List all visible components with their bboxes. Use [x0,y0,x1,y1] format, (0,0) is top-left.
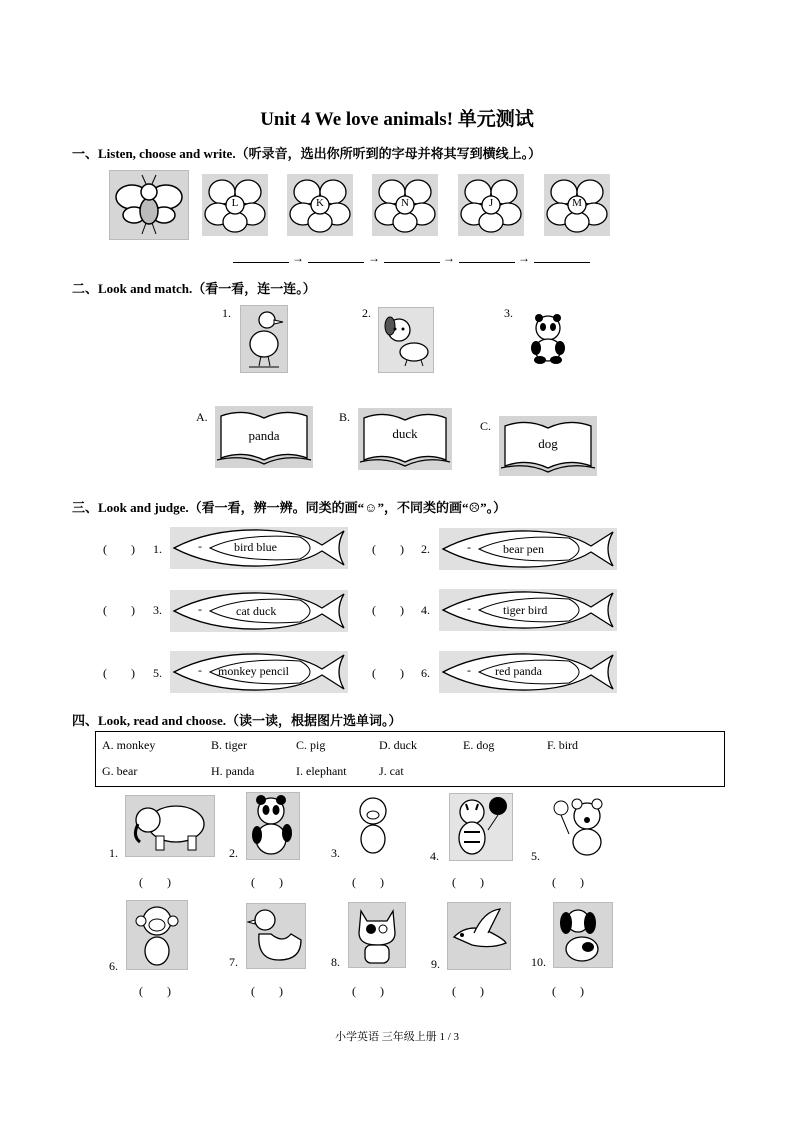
fish-dash: - [198,663,202,677]
arrow-icon: → [292,251,304,265]
section-1-heading: 一、Listen, choose and write.（听录音，选出你所听到的字母并将其写到横线上。） [72,146,542,161]
flower-icon [287,174,353,236]
answer-blank[interactable] [384,262,440,263]
book-card[interactable] [499,416,597,476]
word-option: A. monkey [102,738,156,752]
option-letter: B. [339,410,351,424]
flower-letter: J [488,197,494,209]
fish-card [170,527,348,569]
word-bank [95,731,725,787]
fish-words: red panda [495,664,542,678]
elephant-picture [125,795,215,857]
item-number: 10. [531,955,546,969]
section-3-heading: 三、Look and judge.（看一看，辨一辨。同类的画“☺”，不同类的画“☹”。） [72,500,507,515]
answer-parentheses[interactable]: ( ) [452,875,484,889]
flower-icon [544,174,610,236]
answer-parentheses[interactable]: ( ) [251,984,283,998]
answer-parentheses[interactable]: ( ) [352,875,384,889]
dog-picture [378,307,434,373]
item-number: 2. [362,306,371,320]
bird-picture [447,902,511,970]
answer-blank[interactable] [308,262,364,263]
word-option: H. panda [211,764,255,778]
word-option: G. bear [102,764,138,778]
duck-picture [240,305,288,373]
item-number: 2. [421,542,430,556]
flower-icon [458,174,524,236]
fish-words: cat duck [236,604,277,618]
book-word: panda [248,428,280,443]
answer-parentheses[interactable]: ( ) [552,875,584,889]
tiger-picture [449,793,513,861]
fish-words: bear pen [503,542,544,556]
cat-picture [348,902,406,968]
fish-dash: - [467,601,471,615]
item-number: 8. [331,955,340,969]
item-number: 3. [331,846,340,860]
word-option: C. pig [296,738,326,752]
page-footer: 小学英语 三年级上册 1 / 3 [334,1031,460,1043]
book-word: dog [538,436,558,451]
section-2-heading: 二、Look and match.（看一看，连一连。） [72,281,316,296]
duck-picture [246,903,306,969]
panda-picture [522,312,572,364]
fish-card [439,528,617,570]
answer-blank[interactable] [459,262,515,263]
fish-dash: - [198,602,202,616]
monkey-picture [126,900,188,970]
answer-parentheses[interactable]: ( ) [372,666,404,680]
item-number: 5. [531,849,540,863]
fish-card [439,589,617,631]
flower-letter: N [401,197,409,209]
answer-parentheses[interactable]: ( ) [372,603,404,617]
word-option: E. dog [463,738,495,752]
dog-picture [553,902,613,968]
answer-parentheses[interactable]: ( ) [103,542,135,556]
flower-icon [372,174,438,236]
panda-picture [246,792,300,860]
item-number: 1. [222,306,231,320]
word-option: F. bird [547,738,579,752]
answer-parentheses[interactable]: ( ) [139,875,171,889]
answer-blank[interactable] [534,262,590,263]
bee-picture [109,170,189,240]
fish-card [439,651,617,693]
answer-parentheses[interactable]: ( ) [552,984,584,998]
flower-letter: M [572,197,582,209]
fish-words: monkey pencil [218,664,289,678]
answer-parentheses[interactable]: ( ) [452,984,484,998]
section-4-heading: 四、Look, read and choose.（读一读，根据图片选单词。） [72,713,402,728]
answer-parentheses[interactable]: ( ) [103,603,135,617]
item-number: 5. [153,666,162,680]
fish-card [170,651,348,693]
item-number: 6. [421,666,430,680]
fish-dash: - [467,663,471,677]
fish-words: bird blue [234,540,277,554]
item-number: 6. [109,959,118,973]
answer-parentheses[interactable]: ( ) [352,984,384,998]
page-title: Unit 4 We love animals! 单元测试 [260,109,534,130]
flower-letter: K [316,197,324,209]
item-number: 3. [153,603,162,617]
flower-letter: L [231,197,239,209]
option-letter: C. [480,419,492,433]
option-letter: A. [196,410,208,424]
fish-dash: - [198,539,202,553]
arrow-icon: → [443,251,455,265]
item-number: 2. [229,846,238,860]
book-word: duck [392,426,418,441]
answer-parentheses[interactable]: ( ) [103,666,135,680]
book-card[interactable] [358,408,452,470]
word-option: J. cat [379,764,404,778]
item-number: 1. [153,542,162,556]
answer-parentheses[interactable]: ( ) [372,542,404,556]
fish-words: tiger bird [503,603,548,617]
word-option: D. duck [379,738,417,752]
bear-picture [547,794,615,858]
pig-picture [347,793,399,857]
item-number: 3. [504,306,513,320]
word-option: B. tiger [211,738,247,752]
item-number: 1. [109,846,118,860]
word-option: I. elephant [296,764,347,778]
item-number: 4. [430,849,439,863]
answer-parentheses[interactable]: ( ) [251,875,283,889]
answer-blank[interactable] [233,262,289,263]
arrow-icon: → [518,251,530,265]
item-number: 4. [421,603,430,617]
item-number: 9. [431,957,440,971]
fish-card [170,590,348,632]
fish-dash: - [467,540,471,554]
book-card[interactable] [215,406,313,468]
answer-parentheses[interactable]: ( ) [139,984,171,998]
item-number: 7. [229,955,238,969]
arrow-icon: → [368,251,380,265]
flower-icon [202,174,268,236]
